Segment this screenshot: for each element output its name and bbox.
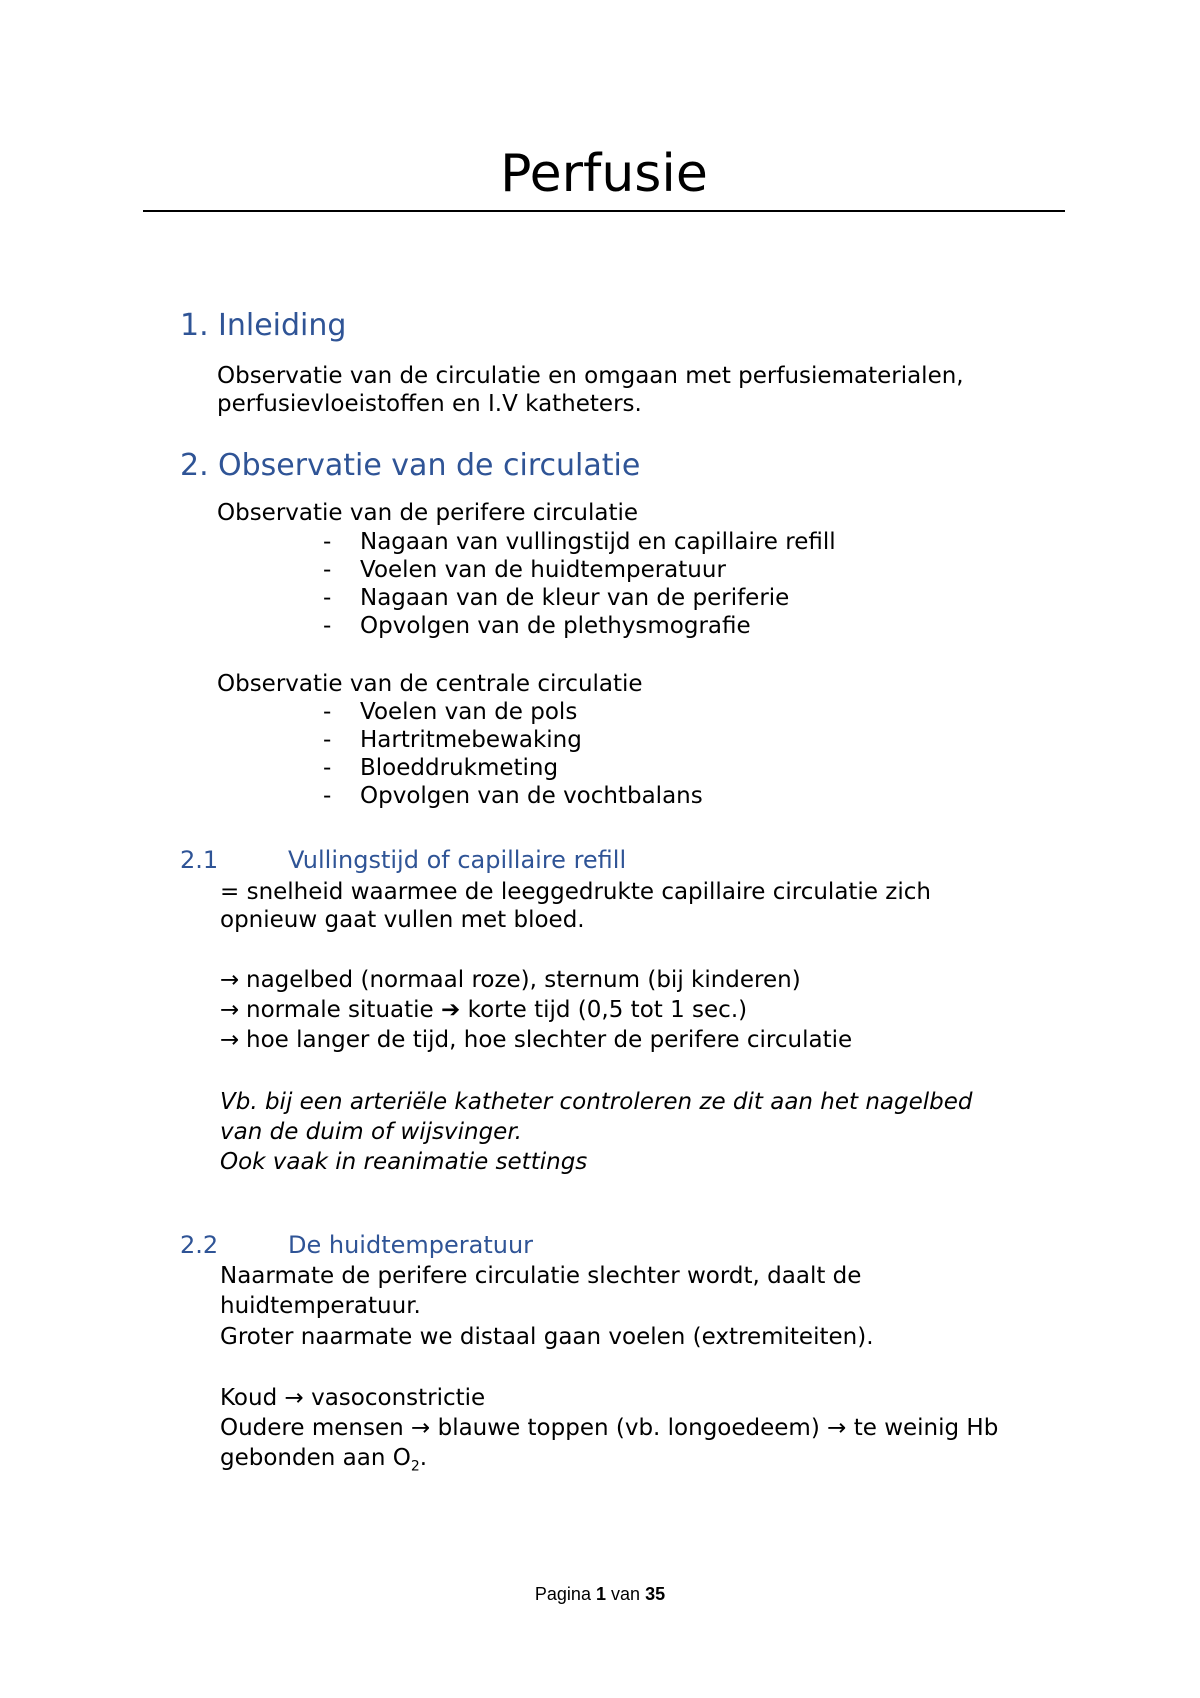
example-line-2: van de duim of wijsvinger. — [220, 1119, 522, 1145]
list-item: - Hartritmebewaking — [323, 727, 582, 753]
subsection-title: Vullingstijd of capillaire refill — [288, 846, 627, 874]
list-item: - Bloeddrukmeting — [323, 755, 559, 781]
arrow-icon: → — [220, 1027, 240, 1053]
total-page-count: 35 — [645, 1584, 666, 1604]
oudere-line: Oudere mensen → blauwe toppen (vb. longoedeem) → te weinig Hb — [220, 1415, 999, 1441]
perifere-list — [320, 528, 836, 640]
arrow-icon: → — [220, 997, 240, 1023]
subsection-heading-huidtemperatuur — [180, 1230, 533, 1260]
centrale-label: Observatie van de centrale circulatie — [217, 671, 643, 697]
arrow-icon: → — [220, 967, 240, 993]
page-footer: Pagina 1 van 35 — [534, 1584, 666, 1604]
title-underline — [143, 210, 1065, 212]
page-title: Perfusie — [500, 144, 708, 204]
huid-line-1: Naarmate de perifere circulatie slechter wordt, daalt de — [220, 1263, 862, 1289]
section-title: Observatie van de circulatie — [218, 448, 641, 483]
section-heading-inleiding — [180, 308, 346, 344]
list-item: - Nagaan van de kleur van de periferie — [323, 585, 790, 611]
list-item: - Nagaan van vullingstijd en capillaire refill — [323, 529, 836, 555]
section-number: 1. — [180, 308, 209, 343]
intro-line-1: Observatie van de circulatie en omgaan met perfusiematerialen, — [217, 363, 964, 389]
arrow-icon: → — [827, 1415, 847, 1441]
list-item: - Voelen van de pols — [323, 699, 578, 725]
current-page-number: 1 — [595, 1584, 606, 1604]
example-line-1: Vb. bij een arteriële katheter controleren ze dit aan het nagelbed — [220, 1089, 973, 1115]
definition-line-1: = snelheid waarmee de leeggedrukte capillaire circulatie zich — [220, 879, 931, 905]
list-item: - Opvolgen van de plethysmografie — [323, 613, 751, 639]
double-arrow-icon: ➔ — [441, 997, 461, 1023]
example-line-3: Ook vaak in reanimatie settings — [220, 1149, 588, 1175]
huid-line-3: Groter naarmate we distaal gaan voelen (extremiteiten). — [220, 1324, 874, 1350]
intro-line-2: perfusievloeistoffen en I.V katheters. — [217, 391, 642, 417]
section-number: 2. — [180, 448, 209, 483]
section-title: Inleiding — [218, 308, 347, 343]
subsection-number: 2.1 — [180, 846, 219, 874]
list-item: - Voelen van de huidtemperatuur — [323, 557, 726, 583]
subsection-title: De huidtemperatuur — [288, 1231, 534, 1259]
arrow-line-hoe-langer: → hoe langer de tijd, hoe slechter de perifere circulatie — [220, 1027, 853, 1053]
koud-line: Koud → vasoconstrictie — [220, 1385, 486, 1411]
list-item: - Opvolgen van de vochtbalans — [323, 783, 703, 809]
arrow-line-nagelbed: → nagelbed (normaal roze), sternum (bij kinderen) — [220, 967, 801, 993]
centrale-list — [320, 698, 703, 810]
gebonden-line: gebonden aan $O_2$. — [220, 1445, 428, 1475]
perifere-label: Observatie van de perifere circulatie — [217, 500, 639, 526]
section-heading-observatie — [180, 448, 640, 484]
arrow-icon: → — [411, 1415, 431, 1441]
subsection-number: 2.2 — [180, 1231, 219, 1259]
definition-line-2: opnieuw gaat vullen met bloed. — [220, 907, 585, 933]
arrow-line-normale-situatie: → normale situatie ➔ korte tijd (0,5 tot 1 sec.) — [220, 997, 748, 1023]
arrow-icon: → — [284, 1385, 304, 1411]
subsection-heading-vullingstijd — [180, 845, 626, 875]
huid-line-2: huidtemperatuur. — [220, 1293, 421, 1319]
